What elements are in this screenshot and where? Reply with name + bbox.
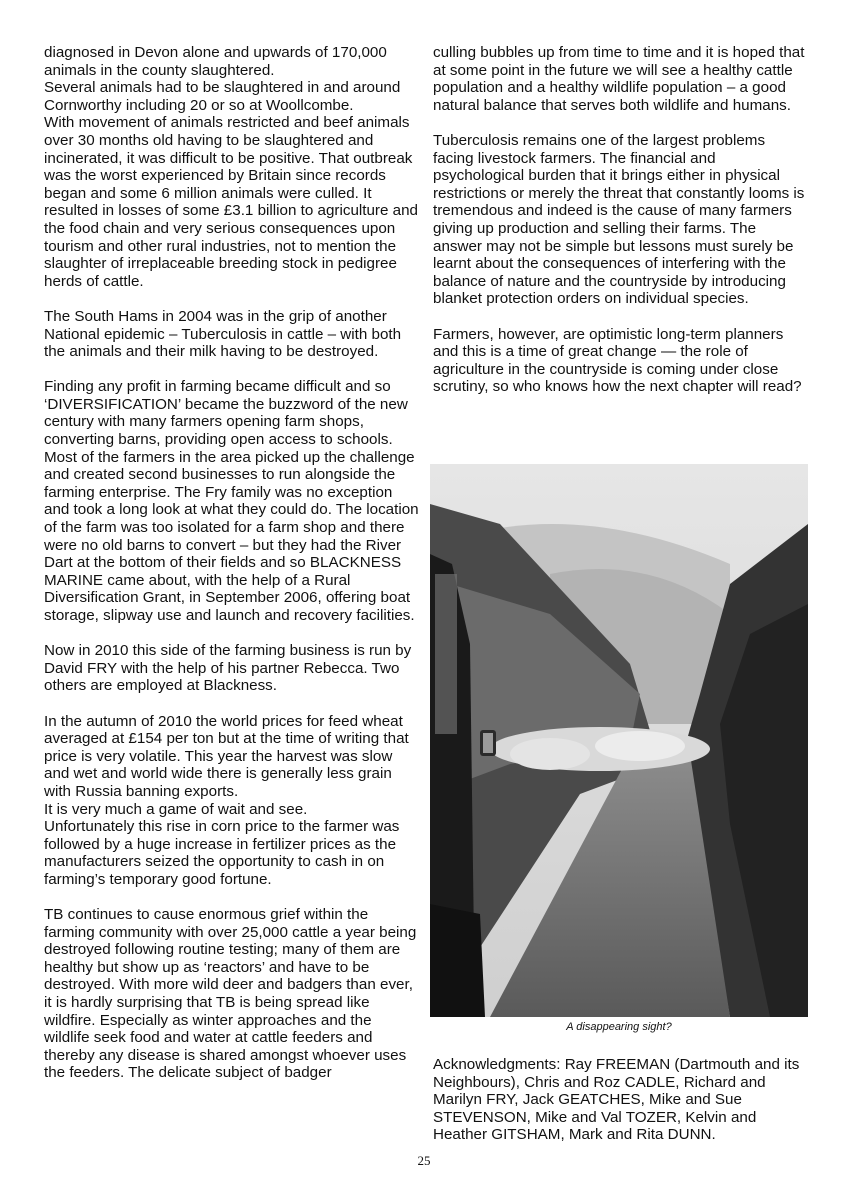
paragraph: The South Hams in 2004 was in the grip of another National epidemic – Tuberculosis in cattle – with both the animals and their milk having to be destroyed. [44, 307, 402, 361]
page-number: 25 [417, 1153, 431, 1168]
sheep-in-lane-photo [430, 464, 808, 1017]
paragraph: Unfortunately this rise in corn price to the farmer was followed by a huge increase in fertilizer prices as the manufacturers seized the opportunity to cash in on farming’s temporary good fortune. [44, 818, 400, 888]
paragraph: TB continues to cause enormous grief within the farming community with over 25,000 cattle a year being destroyed following routine testing; many of them are healthy but show up as ‘reactors’ and have to be destroyed. With more wild deer and badgers than ever, it is hardly surprising that TB is being spread like wildfire. Especially as winter approaches and the wildlife seek food and water at cattle feeders and thereby any disease is shared amongst whoever uses the feeders. The delicate subject of badger [44, 906, 417, 1082]
paragraph: Farmers, however, are optimistic long-term planners and this is a time of great change — the role of agriculture in the countryside is coming under close scrutiny, so who knows how the next chapter will read? [433, 325, 802, 396]
photo-caption: A disappearing sight? [566, 1021, 672, 1033]
right-column [433, 44, 808, 413]
paragraph: Finding any profit in farming became difficult and so ‘DIVERSIFICATION’ became the buzzword of the new century with many farmers opening farm shops, converting barns, providing open access to schools. Most of the farmers in the area picked up the challenge and created second businesses to run alongside the farming enterprise. The Fry family was no exception and took a long look at what they could do. The location of the farm was too isolated for a farm shop and there were no old barns to convert – but they had the River Dart at the bottom of their fields and so BLACKNESS MARINE came about, with the help of a Rural Diversification Grant, in September 2006, offering boat storage, slipway use and launch and recovery facilities. [44, 378, 419, 624]
paragraph: In the autumn of 2010 the world prices for feed wheat averaged at £154 per ton but at the time of writing that price is very volatile. This year the harvest was slow and wet and world wide there is generally less grain with Russia banning exports. [44, 712, 409, 800]
paragraph: Now in 2010 this side of the farming business is run by David FRY with the help of his partner Rebecca. Two others are employed at Blackness. [44, 642, 412, 695]
paragraph: culling bubbles up from time to time and it is hoped that at some point in the future we will see a healthy cattle population and a healthy wildlife population – a good natural balance that serves both wildlife and humans. [433, 44, 805, 114]
left-column [44, 44, 419, 1100]
paragraph: Tuberculosis remains one of the largest problems facing livestock farmers. The financial and psychological burden that it brings either in physical restrictions or merely the threat that constantly looms is tremendous and indeed is the cause of many farmers giving up production and selling their farms. The answer may not be simple but lessons must surely be learnt about the consequences of interfering with the balance of nature and the countryside by introducing blanket protection orders on individual species. [433, 131, 805, 308]
paragraph: Several animals had to be slaughtered in and around Cornworthy including 20 or so at Woollcombe. [44, 79, 401, 114]
acknowledgments: Acknowledgments: Ray FREEMAN (Dartmouth and its Neighbours), Chris and Roz CADLE, Richard and Marilyn FRY, Jack GEATCHES, Mike and Sue STEVENSON, Mike and Val TOZER, Kelvin and Heather GITSHAM, Mark and Rita DUNN. [433, 1056, 800, 1144]
paragraph: With movement of animals restricted and beef animals over 30 months old having to be slaughtered and incinerated, it was difficult to be positive. That outbreak was the worst experienced by Britain since records began and some 6 million animals were culled. It resulted in losses of some £3.1 billion to agriculture and the food chain and very serious consequences upon tourism and other rural industries, not to mention the slaughter of irreplaceable breeding stock in pedigree herds of cattle. [44, 114, 418, 290]
paragraph: diagnosed in Devon alone and upwards of 170,000 animals in the county slaughtered. [44, 44, 387, 79]
paragraph: It is very much a game of wait and see. [44, 800, 308, 818]
